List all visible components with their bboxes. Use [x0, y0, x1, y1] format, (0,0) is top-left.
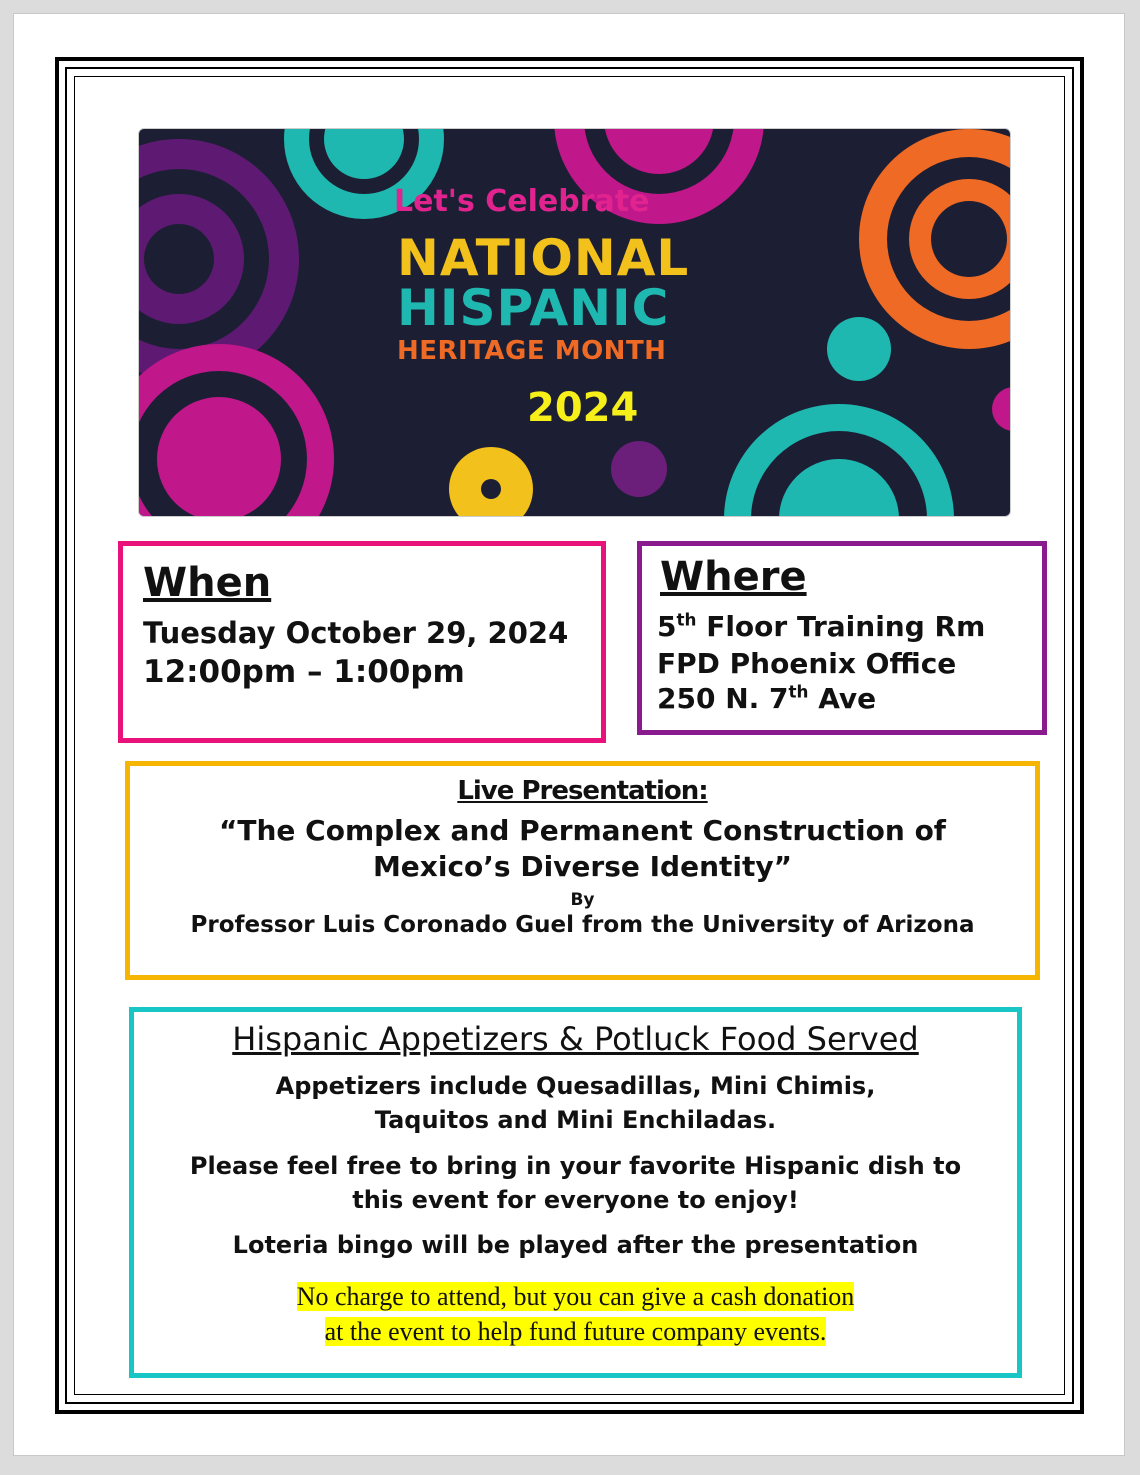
presentation-heading: Live Presentation:: [457, 776, 708, 806]
food-bring-line1: Please feel free to bring in your favorite Hispanic dish to: [189, 1152, 962, 1180]
when-heading: When: [143, 560, 272, 606]
food-appetizers-line2: Taquitos and Mini Enchiladas.: [374, 1106, 777, 1134]
where-address: 250 N. 7th Ave: [657, 681, 877, 715]
presentation-box: [125, 761, 1040, 980]
presentation-presenter: Professor Luis Coronado Guel from the University of Arizona: [190, 912, 975, 938]
heritage-month-banner: [138, 128, 1011, 517]
presentation-by: By: [570, 890, 595, 910]
banner-lets-celebrate: Let's Celebrate: [394, 184, 650, 219]
food-box: [129, 1007, 1022, 1378]
when-date: Tuesday October 29, 2024: [143, 616, 569, 650]
banner-national: NATIONAL: [397, 229, 690, 287]
food-donation-line2: at the event to help fund future company events.: [324, 1317, 827, 1346]
banner-hispanic: HISPANIC: [397, 279, 670, 337]
where-box: [637, 541, 1047, 735]
food-appetizers-line1: Appetizers include Quesadillas, Mini Chimis,: [275, 1072, 876, 1100]
where-office: FPD Phoenix Office: [657, 647, 957, 680]
food-donation-line1: No charge to attend, but you can give a cash donation: [296, 1282, 855, 1311]
food-bring-line2: this event for everyone to enjoy!: [352, 1186, 799, 1214]
when-box: [118, 541, 606, 743]
food-loteria: Loteria bingo will be played after the presentation: [232, 1231, 919, 1259]
presentation-title-line2: Mexico’s Diverse Identity”: [372, 850, 793, 883]
food-heading: Hispanic Appetizers & Potluck Food Served: [232, 1020, 919, 1058]
when-time: 12:00pm – 1:00pm: [143, 654, 465, 690]
where-heading: Where: [660, 554, 807, 600]
banner-year: 2024: [527, 385, 639, 431]
where-room: 5th Floor Training Rm: [657, 609, 986, 643]
presentation-title-line1: “The Complex and Permanent Construction of: [218, 814, 946, 847]
banner-heritage-month: HERITAGE MONTH: [397, 336, 667, 366]
